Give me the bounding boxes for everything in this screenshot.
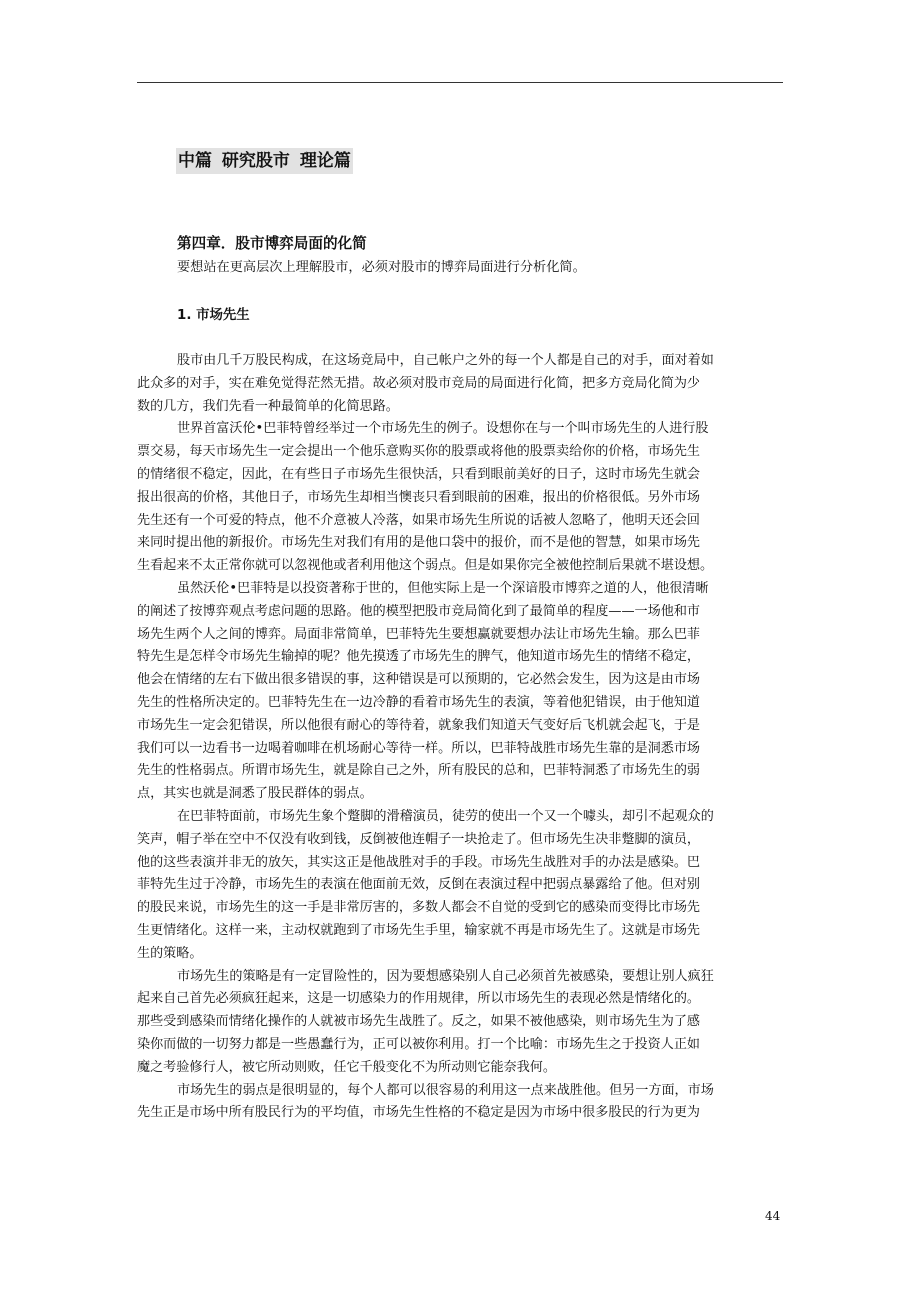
text-line: 的阐述了按博弈观点考虑问题的思路。他的模型把股市竞局简化到了最简单的程度——一场他和市	[137, 603, 701, 619]
text-line: 点，其实也就是洞悉了股民群体的弱点。	[137, 786, 373, 802]
text-line: 来同时提出他的新报价。市场先生对我们有用的是他口袋中的报价，而不是他的智慧，如果市场先	[137, 535, 701, 551]
text-line: 起来自己首先必须疯狂起来，这是一切感染力的作用规律，所以市场先生的表现必然是情绪化的。	[137, 991, 701, 1007]
text-line: 报出很高的价格，其他日子，市场先生却相当懊丧只看到眼前的困难，报出的价格很低。另外市场	[137, 489, 701, 505]
text-line: 先生的性格弱点。所谓市场先生，就是除自己之外，所有股民的总和，巴菲特洞悉了市场先生的弱	[137, 763, 701, 779]
text-line: 市场先生的策略是有一定冒险性的，因为要想感染别人自己必须首先被感染，要想让别人疯狂	[177, 968, 714, 984]
text-line: 他的这些表演并非无的放矢，其实这正是他战胜对手的手段。市场先生战胜对手的办法是感染。巴	[137, 854, 701, 870]
chapter-title: 第四章．股市博弈局面的化简	[177, 235, 367, 252]
header-rule	[137, 82, 783, 83]
text-line: 魔之考验修行人，被它所动则败，任它千般变化不为所动则它能奈我何。	[137, 1059, 556, 1075]
text-line: 那些受到感染而情绪化操作的人就被市场先生战胜了。反之，如果不被他感染，则市场先生为了感	[137, 1014, 701, 1030]
text-line: 生更情绪化。这样一来，主动权就跑到了市场先生手里，输家就不再是市场先生了。这就是市场先	[137, 922, 701, 938]
text-line: 世界首富沃伦•巴菲特曾经举过一个市场先生的例子。设想你在与一个叫市场先生的人进行股	[177, 421, 709, 437]
text-line: 票交易，每天市场先生一定会提出一个他乐意购买你的股票或将他的股票卖给你的价格，市场先生	[137, 444, 701, 460]
text-line: 市场先生的弱点是很明显的，每个人都可以很容易的利用这一点来战胜他。但另一方面，市场	[177, 1082, 714, 1098]
text-line: 的情绪很不稳定，因此，在有些日子市场先生很快活，只看到眼前美好的日子，这时市场先生就会	[137, 466, 701, 482]
part-title: 中篇 研究股市 理论篇	[176, 148, 353, 174]
paragraph	[137, 1080, 783, 1126]
paragraph	[137, 350, 783, 418]
chapter-intro: 要想站在更高层次上理解股市，必须对股市的博弈局面进行分析化简。	[177, 260, 586, 275]
text-line: 场先生两个人之间的博弈。局面非常简单，巴菲特先生要想赢就要想办法让市场先生输。那么巴菲	[137, 626, 701, 642]
text-line: 菲特先生过于冷静，市场先生的表演在他面前无效，反倒在表演过程中把弱点暴露给了他。但对别	[137, 877, 701, 893]
text-line: 笑声，帽子举在空中不仅没有收到钱，反倒被他连帽子一块抢走了。但市场先生决非蹩脚的演员，	[137, 831, 701, 847]
text-line: 生看起来不太正常你就可以忽视他或者利用他这个弱点。但是如果你完全被他控制后果就不堪设想。	[137, 558, 714, 574]
paragraph	[137, 578, 783, 806]
text-line: 股市由几千万股民构成，在这场竞局中，自己帐户之外的每一个人都是自己的对手，面对着如	[177, 353, 714, 368]
section-title: 1. 市场先生	[177, 308, 250, 323]
text-line: 市场先生一定会犯错误，所以他很有耐心的等待着，就象我们知道天气变好后飞机就会起飞，于是	[137, 717, 701, 733]
text-line: 先生的性格所决定的。巴菲特先生在一边冷静的看着市场先生的表演，等着他犯错误，由于他知道	[137, 694, 701, 710]
text-line: 先生还有一个可爱的特点，他不介意被人冷落，如果市场先生所说的话被人忽略了，他明天还会回	[137, 512, 701, 528]
text-line: 染你而做的一切努力都是一些愚蠢行为，正可以被你利用。打一个比喻：市场先生之于投资人正如	[137, 1036, 701, 1052]
body-text	[137, 350, 783, 1125]
text-line: 生的策略。	[137, 945, 203, 961]
paragraph	[137, 418, 783, 578]
paragraph	[137, 966, 783, 1080]
text-line: 的股民来说，市场先生的这一手是非常厉害的，多数人都会不自觉的受到它的感染而变得比市场先	[137, 900, 701, 916]
text-line: 他会在情绪的左右下做出很多错误的事，这种错误是可以预期的，它必然会发生，因为这是由市场	[137, 672, 701, 688]
text-line: 数的几方，我们先看一种最简单的化简思路。	[137, 398, 399, 414]
text-line: 先生正是市场中所有股民行为的平均值，市场先生性格的不稳定是因为市场中很多股民的行为更为	[137, 1105, 701, 1121]
page-number: 44	[765, 1209, 781, 1223]
text-line: 特先生是怎样令市场先生输掉的呢？他先摸透了市场先生的脾气，他知道市场先生的情绪不稳定，	[137, 649, 701, 665]
paragraph	[137, 806, 783, 966]
text-line: 此众多的对手，实在难免觉得茫然无措。故必须对股市竞局的局面进行化简，把多方竞局化简为少	[137, 375, 701, 391]
text-line: 虽然沃伦•巴菲特是以投资著称于世的，但他实际上是一个深谙股市博弈之道的人，他很清晰	[177, 580, 709, 596]
text-line: 在巴菲特面前，市场先生象个蹩脚的滑稽演员，徒劳的使出一个又一个噱头，却引不起观众的	[177, 808, 714, 824]
text-line: 我们可以一边看书一边喝着咖啡在机场耐心等待一样。所以，巴菲特战胜市场先生靠的是洞悉市场	[137, 740, 701, 756]
